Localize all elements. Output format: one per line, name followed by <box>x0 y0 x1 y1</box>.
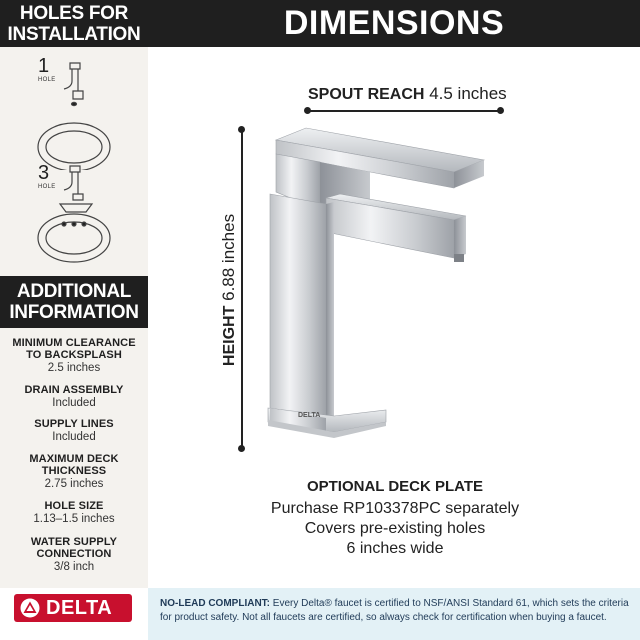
height-dimension: HEIGHT 6.88 inches <box>219 213 238 367</box>
hole-option-1-label: HOLE <box>38 77 56 83</box>
holes-heading: HOLES FOR INSTALLATION <box>0 0 148 47</box>
page-title: DIMENSIONS <box>148 0 640 47</box>
spec-min-clearance: MINIMUM CLEARANCE TO BACKSPLASH 2.5 inches <box>12 337 136 374</box>
spec-drain-assembly: DRAIN ASSEMBLY Included <box>24 384 124 409</box>
faucet-brand-mark: DELTA <box>298 412 321 419</box>
sidebar <box>0 0 148 588</box>
three-hole-faucet-icon <box>0 160 148 270</box>
delta-logo <box>14 594 132 622</box>
one-hole-faucet-icon <box>0 55 148 170</box>
deck-plate-title: OPTIONAL DECK PLATE <box>306 478 484 495</box>
spec-supply-lines: SUPPLY LINES Included <box>34 418 114 443</box>
spec-water-supply: WATER SUPPLY CONNECTION 3/8 inch <box>30 536 118 573</box>
deck-plate-details: Purchase RP103378PC separately Covers pre-existing holes 6 inches wide <box>270 500 520 557</box>
delta-triangle-icon <box>20 598 40 618</box>
height-line <box>241 128 243 450</box>
hole-option-1-number: 1 <box>38 55 50 77</box>
no-lead-notice: NO-LEAD COMPLIANT: Every Delta® faucet is certified to NSF/ANSI Standard 61, which sets the criteria for product safety. Not all faucets are certified, so always check for certification when buying a faucet. <box>148 588 640 640</box>
logo-text: DELTA <box>46 596 113 619</box>
spec-max-deck-thickness: MAXIMUM DECK THICKNESS 2.75 inches <box>29 453 119 490</box>
spout-reach-line <box>306 110 502 112</box>
hole-option-3-label: HOLE <box>38 184 56 190</box>
spout-reach-dimension: SPOUT REACH 4.5 inches <box>308 84 507 103</box>
faucet-illustration <box>250 120 500 450</box>
hole-option-3-number: 3 <box>38 162 50 184</box>
spec-hole-size: HOLE SIZE 1.13–1.5 inches <box>33 500 115 525</box>
info-heading: ADDITIONAL INFORMATION <box>0 276 148 328</box>
